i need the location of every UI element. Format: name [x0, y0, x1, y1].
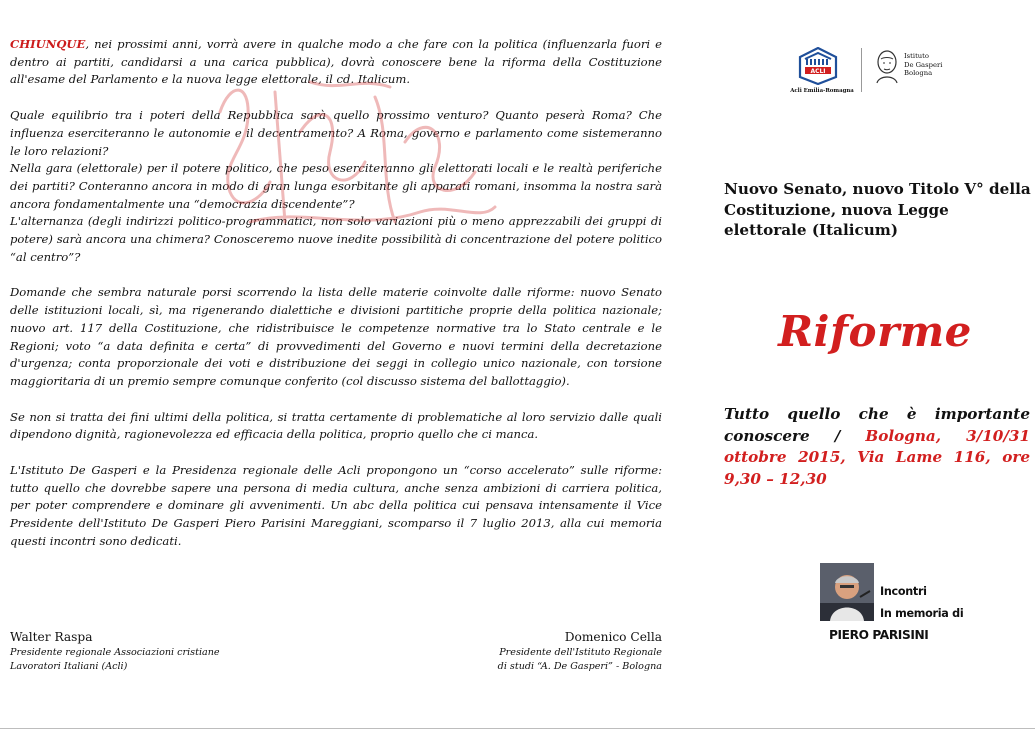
piero-parisini-photo-icon [820, 563, 874, 621]
logos-header [786, 44, 946, 100]
signer-role-line-1: Presidente dell'Istituto Regionale [499, 647, 662, 658]
body-text [10, 36, 662, 569]
signer-role-line-1: Presidente regionale Associazioni cristiane [10, 647, 220, 658]
signer-role-line-2: di studi “A. De Gasperi” - Bologna [497, 660, 662, 672]
intro-text: , nei prossimi anni, vorrà avere in qualche modo a che fare con la politica (influenzarla fuori e dentro ai partiti, candidarsi a una carica pubblica), dovrà conoscere bene la riforma della Costituzione all'esame del Parlamento e la nuova legge elettorale, il cd. Italicum. [10, 37, 662, 87]
acli-mark-text: ACLI [810, 68, 826, 75]
memorial-labels [880, 581, 963, 625]
institute-line-1: Istituto [904, 52, 930, 60]
paragraph-intro [10, 36, 662, 89]
honoree-name: PIERO PARISINI [829, 628, 929, 642]
signature-domenico-cella [430, 628, 662, 673]
institute-name [904, 52, 942, 78]
de-gasperi-portrait-icon [873, 48, 901, 84]
paragraph-purpose: Se non si tratta dei fini ultimi della politica, si tratta certamente di problematiche al loro servizio dalle quali dipendono dignità, ragionevolezza ed efficacia della politica, proprio quello che ci manca. [10, 409, 662, 442]
event-headline: Riforme [778, 307, 972, 356]
acli-logo-icon [798, 47, 838, 85]
memoria-label: In memoria di [880, 607, 964, 620]
institute-line-3: Bologna [904, 69, 933, 78]
question-block-1: Quale equilibrio tra i poteri della Repubblica sarà quello prossimo venturo? Quanto peserà Roma? Che influenza eserciteranno le autonomie e il decentramento? A Roma, governo e parlamento come sistemeranno le loro relazioni? [10, 108, 662, 158]
signature-walter-raspa [10, 628, 310, 673]
logo-divider [861, 48, 862, 92]
paragraph-course: L'Istituto De Gasperi e la Presidenza regionale delle Acli propongono un “corso accelerato” sulle riforme: tutto quello che dovrebbe sapere una persona di media cultura, anche senza ambizioni di carriera politica, per poter comprendere e dominare gli avvenimenti. Un abc della politica cui pensava intensamente il Vice Presidente dell'Istituto De Gasperi Piero Parisini Mareggiani, scomparso il 7 luglio 2013, alla cui memoria questi incontri sono dedicati. [10, 463, 662, 548]
event-details [724, 404, 1030, 490]
event-date-place: Bologna, 3/10/31 ottobre 2015, Via Lame 116, ore 9,30 – 12,30 [724, 426, 1031, 488]
acli-caption: Acli Emilia-Romagna [790, 88, 854, 94]
paragraph-reforms: Domande che sembra naturale porsi scorrendo la lista delle materie coinvolte dalle riforme: nuovo Senato delle istituzioni locali, sì, ma rigenerando dialettiche e divisioni partitiche proprie della politica nazionale; nuovo art. 117 della Costituzione, che ridistribuisce le competenze normative tra lo Stato centrale e le Regioni; voto “a data definita e certa” di provvedimenti del Governo e nuovi termini della decretazione d'urgenza; conta proporzionale dei voti e distribuzione dei seggi in collegio unico nazionale, con torsione maggioritaria di un premio sempre comunque conferito (col discusso sistema del ballottaggio). [10, 285, 662, 388]
incontri-label: Incontri [880, 585, 927, 598]
signer-role-line-2: Lavoratori Italiani (Acli) [10, 660, 128, 672]
question-block-3: L'alternanza (degli indirizzi politico-programmatici, non solo variazioni più o meno apprezzabili dei gruppi di potere) sarà ancora una chimera? Conosceremo nuove inedite possibilità di concentrazione del potere politico “al centro”? [10, 214, 662, 264]
lead-word: CHIUNQUE [10, 37, 86, 51]
page-bottom-rule [0, 728, 1035, 729]
paragraph-questions [10, 107, 662, 266]
event-tagline: Tutto quello che è importante conoscere / [724, 405, 1030, 445]
signer-name: Domenico Cella [564, 630, 662, 644]
institute-line-2: De Gasperi [904, 60, 943, 69]
signer-name: Walter Raspa [10, 630, 93, 644]
event-subtitle: Nuovo Senato, nuovo Titolo V° della Costituzione, nuova Legge elettorale (Italicum) [724, 180, 1031, 239]
question-block-2: Nella gara (elettorale) per il potere politico, che peso eserciteranno gli elettorati locali e le realtà periferiche dei partiti? Conteranno ancora in modo di gran lunga esorbitante gli apparati romani, insomma la nostra sarà ancora fondamentalmente una “democrazia discendente”? [10, 161, 662, 211]
